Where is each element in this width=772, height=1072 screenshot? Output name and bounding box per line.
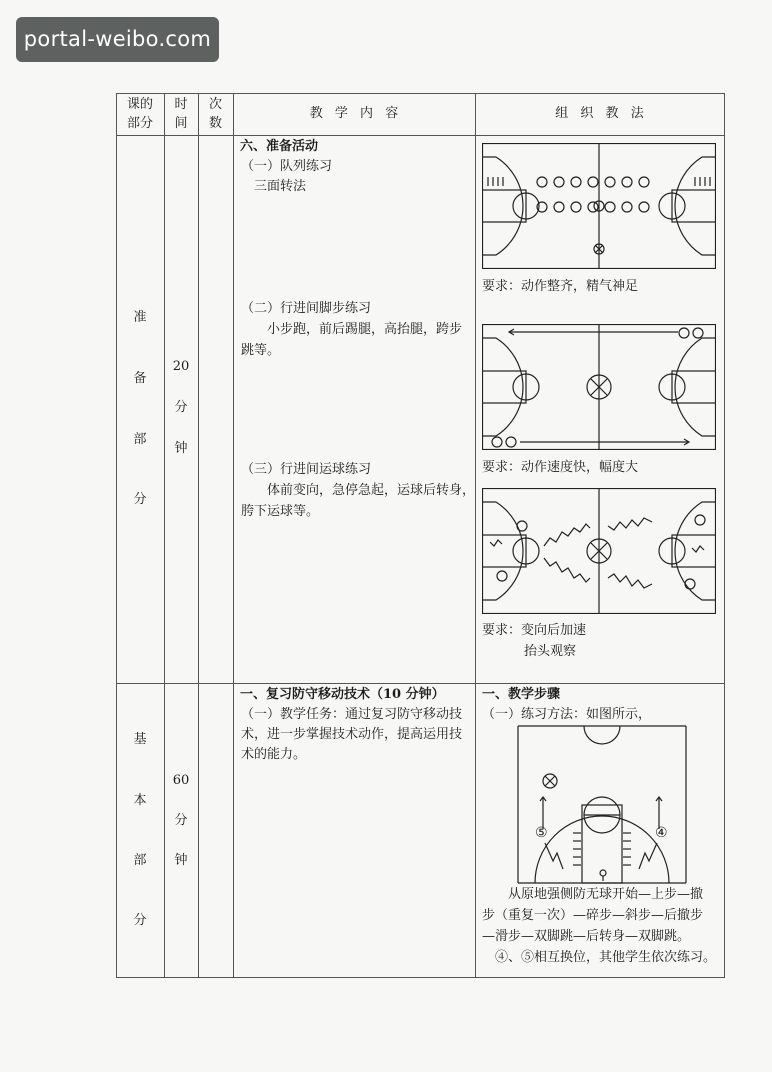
defense-marker-5: ⑤ <box>535 825 548 841</box>
table-col-divider <box>164 93 165 978</box>
prep-requirement: 要求：动作整齐，精气神足 <box>482 279 639 294</box>
prep-s2-line: 小步跑，前后踢腿，高抬腿，跨步 <box>267 322 463 337</box>
prep-time-unit: 钟 <box>174 441 188 456</box>
court-diagram-dribbling <box>482 488 716 614</box>
header-time: 时 间 <box>174 97 188 131</box>
header-method: 组 织 教 法 <box>555 106 644 121</box>
basic-part-char: 本 <box>133 793 147 808</box>
basic-task-line: 术，进一步掌握技术动作，提高运用技 <box>241 727 463 742</box>
basic-task-line: 术的能力。 <box>241 747 307 762</box>
court-diagram-formation <box>482 143 716 269</box>
prep-title: 六、准备活动 <box>240 139 319 154</box>
basic-time-value: 60 <box>172 773 190 788</box>
prep-s3-line: 胯下运球等。 <box>241 504 320 519</box>
table-header-divider <box>116 135 725 136</box>
prep-s1-title: （一）队列练习 <box>241 159 333 174</box>
defense-marker-4: ④ <box>655 825 668 841</box>
header-count: 次 数 <box>208 97 222 131</box>
prep-part-char: 部 <box>133 432 147 447</box>
prep-s3-line: 体前变向，急停急起，运球后转身， <box>267 483 476 498</box>
basic-method-title: 一、教学步骤 <box>482 687 561 702</box>
table-row-divider <box>116 683 725 684</box>
prep-s1-text: 三面转法 <box>254 179 307 194</box>
basic-method-desc: 从原地强侧防无球开始—上步—撤 <box>508 887 704 902</box>
basic-title: 一、复习防守移动技术（10 分钟） <box>240 687 445 702</box>
header-part: 课的 部分 <box>126 97 153 131</box>
basic-time-unit: 分 <box>174 813 188 828</box>
watermark: portal-weibo.com <box>16 17 219 62</box>
prep-s3-title: （三）行进间运球练习 <box>241 462 372 477</box>
prep-requirement: 抬头观察 <box>524 644 577 659</box>
court-diagram-defense <box>517 725 687 885</box>
basic-method-desc: ④、⑤相互换位，其他学生依次练习。 <box>495 950 717 965</box>
basic-method-desc: —滑步—双脚跳—后转身—双脚跳。 <box>482 929 691 944</box>
basic-part-char: 分 <box>133 913 147 928</box>
basic-method-desc: 步（重复一次）—碎步—斜步—后撤步 <box>482 908 704 923</box>
prep-part-char: 分 <box>133 492 147 507</box>
prep-part-char: 准 <box>133 310 147 325</box>
table-border-bottom <box>116 977 725 978</box>
basic-part-char: 部 <box>133 853 147 868</box>
table-col-divider <box>233 93 234 978</box>
table-border-right <box>724 93 725 978</box>
table-border-left <box>116 93 117 978</box>
prep-time-unit: 分 <box>174 400 188 415</box>
prep-s2-line: 跳等。 <box>241 343 281 358</box>
table-col-divider <box>198 93 199 978</box>
prep-time-value: 20 <box>172 359 190 374</box>
basic-time-unit: 钟 <box>174 853 188 868</box>
prep-requirement: 要求：变向后加速 <box>482 623 587 638</box>
header-content: 教 学 内 容 <box>309 106 399 121</box>
basic-task-line: （一）教学任务：通过复习防守移动技 <box>241 707 463 722</box>
prep-requirement: 要求：动作速度快，幅度大 <box>482 460 639 475</box>
prep-s2-title: （二）行进间脚步练习 <box>241 301 372 316</box>
table-col-divider <box>475 93 476 978</box>
table-border-top <box>116 93 725 94</box>
basic-method-sub: （一）练习方法：如图所示， <box>482 707 652 722</box>
prep-part-char: 备 <box>133 371 147 386</box>
court-diagram-footwork <box>482 324 716 450</box>
basic-part-char: 基 <box>133 732 147 747</box>
